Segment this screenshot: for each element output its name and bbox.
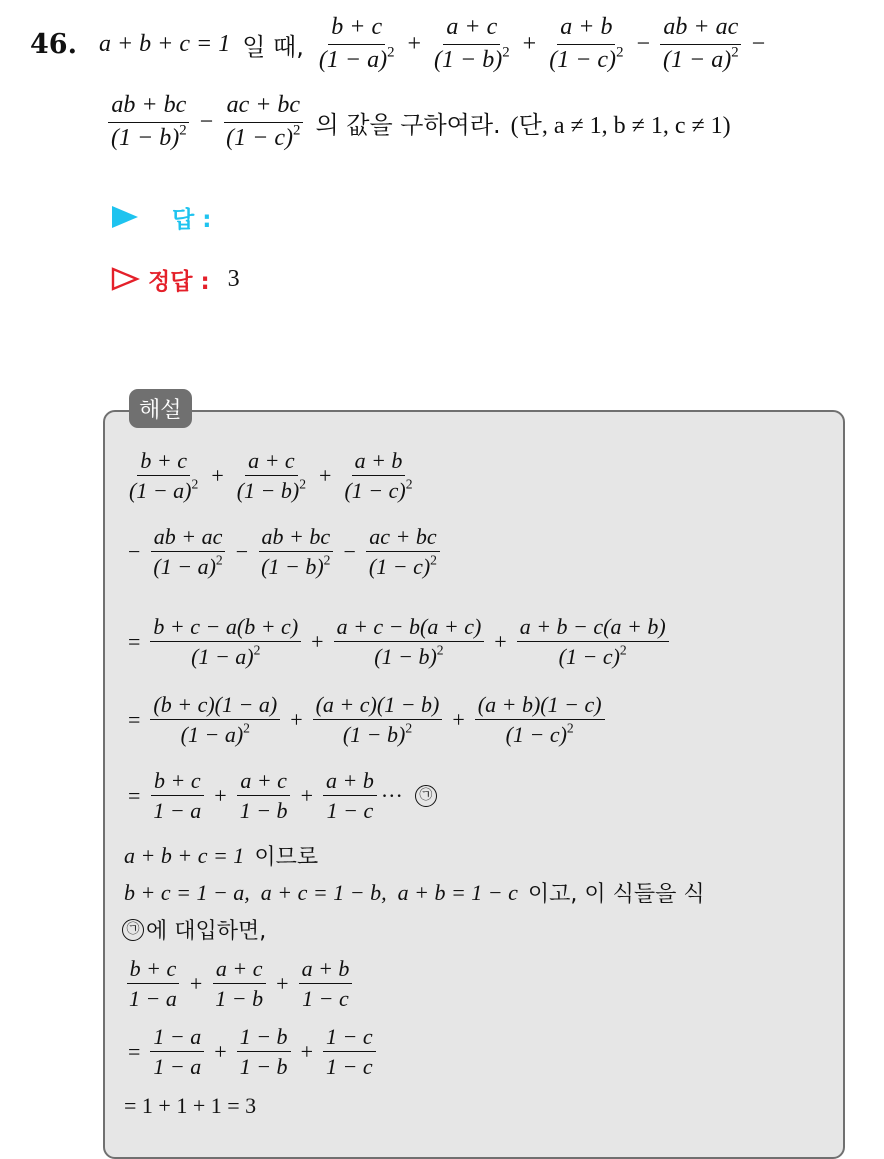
denominator [431, 45, 513, 75]
question-number: 46. [30, 28, 77, 60]
denominator-base: 1 − a [153, 1054, 202, 1080]
operator-sign: + [211, 462, 224, 488]
numerator: a + b [299, 956, 353, 984]
substitute-text: 에 대입하면, [146, 919, 267, 944]
numerator: (a + b)(1 − c) [475, 692, 605, 720]
fraction [212, 956, 266, 1012]
fraction-term [402, 14, 517, 74]
fraction [108, 92, 190, 152]
operator-sign: + [319, 462, 332, 488]
fraction [341, 448, 415, 504]
solution-line-8 [122, 914, 266, 945]
numerator: (b + c)(1 − a) [150, 692, 280, 720]
fraction-term [295, 768, 381, 824]
denominator [178, 720, 253, 747]
denominator-base: (1 − c) [226, 124, 294, 151]
fraction-term [517, 14, 631, 74]
fraction-term [104, 92, 194, 152]
fraction [150, 768, 204, 824]
fraction-term [122, 448, 205, 504]
denominator-base: (1 − b) [261, 554, 324, 580]
denominator-base: 1 − b [239, 1054, 288, 1080]
final-result: = 1 + 1 + 1 = 3 [124, 1093, 257, 1118]
solution-line-2 [122, 524, 444, 580]
substitution-expression: b + c = 1 − a, a + c = 1 − b, a + b = 1 − c [124, 879, 518, 905]
denominator-base: 1 − c [302, 986, 349, 1012]
denominator [150, 796, 204, 823]
numerator: a + c [245, 448, 298, 476]
numerator: 1 − c [323, 1024, 376, 1052]
numerator: ab + ac [151, 524, 226, 552]
trailing-minus: − [751, 30, 766, 57]
denominator [660, 45, 742, 75]
operator-sign: + [300, 1038, 313, 1064]
operator-sign: = [128, 782, 141, 808]
denominator [371, 642, 446, 669]
fraction-term [122, 1024, 208, 1080]
numerator: a + c [237, 768, 290, 796]
fraction-term [122, 768, 208, 824]
fraction [150, 1024, 204, 1080]
solution-line-5 [122, 768, 441, 824]
solution-line-6 [124, 840, 318, 871]
numerator: b + c [328, 14, 385, 45]
numerator: a + b [557, 14, 615, 45]
answer-row [110, 200, 211, 234]
operator-sign: − [343, 538, 356, 564]
fraction [517, 614, 669, 670]
denominator [546, 45, 626, 75]
denominator-base: 1 − a [153, 798, 202, 824]
exponent: 2 [323, 552, 331, 568]
operator-sign: − [199, 108, 214, 135]
numerator: a + b [352, 448, 406, 476]
fraction [223, 92, 303, 152]
exponent: 2 [502, 44, 510, 61]
denominator-base: (1 − b) [342, 722, 406, 748]
numerator: a + b − c(a + b) [517, 614, 669, 642]
denominator-base: 1 − b [239, 798, 288, 824]
denominator [237, 1052, 291, 1079]
exponent: 2 [243, 720, 250, 736]
numerator: 1 − a [150, 1024, 204, 1052]
operator-sign: + [311, 628, 324, 654]
fraction [431, 14, 513, 74]
condition-expression: a + b + c = 1 [98, 30, 231, 57]
denominator-base: (1 − a) [153, 554, 216, 580]
denominator [503, 720, 577, 747]
fraction [126, 448, 201, 504]
numerator: a + c − b(a + c) [334, 614, 485, 642]
operator-sign: + [452, 706, 465, 732]
exponent: 2 [619, 642, 627, 658]
operator-sign: − [235, 538, 249, 564]
question-line-1 [30, 14, 771, 74]
operator-sign: + [290, 706, 303, 732]
numerator: b + c [151, 768, 204, 796]
denominator [150, 552, 225, 579]
denominator-base: (1 − a) [129, 478, 192, 504]
operator-sign: − [128, 538, 141, 564]
fraction-term [208, 1024, 294, 1080]
numerator: b + c − a(b + c) [150, 614, 301, 642]
solution-line-4 [122, 692, 609, 748]
fraction-term [205, 448, 313, 504]
fraction-term [312, 14, 402, 74]
exponent: 2 [405, 720, 413, 736]
numerator: ac + bc [224, 92, 304, 123]
solution-line-10 [122, 1024, 380, 1080]
numerator: ab + bc [108, 92, 189, 123]
fraction-term [122, 692, 284, 748]
circled-mark-ref: ㉠ [122, 919, 144, 941]
fraction-term [446, 692, 608, 748]
fraction [234, 448, 309, 504]
ask-text: 의 값을 구하여라. [315, 110, 501, 139]
operator-sign: + [407, 30, 422, 57]
operator-sign: + [300, 782, 313, 808]
denominator [258, 552, 333, 579]
denominator-base: (1 − b) [111, 124, 180, 151]
solution-line-11 [124, 1093, 256, 1119]
denominator [366, 552, 440, 579]
denominator-base: 1 − a [129, 986, 177, 1012]
numerator: ac + bc [366, 524, 439, 552]
denominator-base: (1 − c) [549, 46, 617, 73]
denominator-base: (1 − b) [434, 46, 503, 73]
question-terms-a [312, 14, 746, 74]
denominator [150, 1052, 204, 1079]
numerator: a + c [443, 14, 500, 45]
exponent: 2 [191, 476, 199, 492]
denominator-base: 1 − b [215, 986, 264, 1012]
fraction-term [122, 956, 184, 1012]
outline-triangle-icon [110, 266, 140, 292]
numerator: ab + ac [660, 14, 741, 45]
correct-value: 3 [227, 265, 240, 292]
denominator [316, 45, 398, 75]
fraction [150, 692, 280, 748]
operator-sign: − [636, 30, 651, 57]
fraction [323, 1024, 376, 1080]
exponent: 2 [616, 44, 624, 61]
fraction-term [284, 692, 446, 748]
solution-line-3 [122, 614, 673, 670]
denominator-base: (1 − c) [558, 644, 620, 670]
exponent: 2 [299, 476, 307, 492]
numerator: 1 − b [237, 1024, 291, 1052]
play-triangle-icon [110, 204, 140, 230]
exponent: 2 [430, 552, 437, 568]
question-line-2 [104, 92, 731, 152]
exponent: 2 [387, 44, 395, 61]
fraction-term [122, 524, 230, 580]
denominator-base: (1 − b) [374, 644, 437, 670]
fraction-term [270, 956, 356, 1012]
fraction-term [230, 524, 338, 580]
denominator-base: 1 − c [326, 798, 374, 824]
denominator [324, 796, 377, 823]
correct-label: 정답 : [148, 268, 210, 295]
numerator: a + b [323, 768, 377, 796]
denominator-base: (1 − b) [236, 478, 300, 504]
fraction-term [337, 524, 444, 580]
fraction [258, 524, 333, 580]
exponent: 2 [253, 642, 261, 658]
fraction [366, 524, 440, 580]
denominator-base: (1 − a) [191, 644, 254, 670]
denominator-base: (1 − a) [318, 46, 388, 73]
fraction [237, 768, 291, 824]
denominator [340, 720, 415, 747]
operator-sign: = [128, 628, 141, 654]
fraction [316, 14, 398, 74]
fraction-term [208, 768, 294, 824]
denominator [341, 476, 415, 503]
fraction-term [305, 614, 488, 670]
ellipsis: ··· [380, 782, 403, 808]
operator-sign: + [522, 30, 537, 57]
exponent: 2 [179, 122, 187, 139]
denominator [299, 984, 352, 1011]
operator-sign: + [189, 970, 203, 996]
denominator-base: (1 − a) [180, 722, 244, 748]
fraction [660, 14, 742, 74]
exponent: 2 [293, 122, 301, 139]
answer-label: 답 : [172, 206, 212, 233]
solution-line-1 [122, 448, 420, 504]
exponent: 2 [215, 552, 223, 568]
fraction [475, 692, 605, 748]
question-note: (단, a ≠ 1, b ≠ 1, c ≠ 1) [510, 112, 731, 139]
solution-line-9 [122, 956, 356, 1012]
denominator-base: (1 − c) [368, 554, 431, 580]
numerator: a + c [213, 956, 266, 984]
denominator [323, 1052, 376, 1079]
fraction [313, 692, 443, 748]
fraction-term [313, 448, 420, 504]
denominator [126, 984, 180, 1011]
fraction [126, 956, 180, 1012]
denominator [126, 476, 201, 503]
operator-sign: + [276, 970, 289, 996]
since-text: 이므로 [254, 845, 319, 870]
operator-sign: + [214, 782, 227, 808]
numerator: b + c [137, 448, 190, 476]
denominator [188, 642, 263, 669]
solution-tab: 해설 [129, 389, 192, 428]
circled-mark: ㉠ [415, 785, 437, 807]
exponent: 2 [731, 44, 739, 61]
fraction-term [488, 614, 672, 670]
denominator-base: (1 − c) [344, 478, 406, 504]
condition-text: 일 때, [242, 32, 304, 61]
denominator-base: (1 − a) [663, 46, 732, 73]
operator-sign: = [128, 706, 141, 732]
fraction [150, 614, 301, 670]
substitution-text: 이고, 이 식들을 식 [527, 882, 705, 907]
fraction [150, 524, 225, 580]
sum-expression: a + b + c = 1 [124, 842, 245, 868]
denominator-base: (1 − c) [505, 722, 567, 748]
correct-answer-row [110, 262, 240, 296]
fraction-term [194, 92, 308, 152]
numerator: ab + bc [259, 524, 334, 552]
denominator [223, 123, 303, 153]
fraction [334, 614, 485, 670]
operator-sign: = [128, 1038, 141, 1064]
fraction-term [122, 614, 305, 670]
fraction [299, 956, 353, 1012]
denominator-base: 1 − c [325, 1054, 373, 1080]
solution-line-7 [124, 877, 705, 908]
numerator: (a + c)(1 − b) [313, 692, 443, 720]
fraction-term [631, 14, 746, 74]
fraction [323, 768, 377, 824]
denominator [212, 984, 266, 1011]
fraction-term [295, 1024, 380, 1080]
exponent: 2 [436, 642, 444, 658]
fraction-term [184, 956, 270, 1012]
denominator [108, 123, 190, 153]
exponent: 2 [405, 476, 413, 492]
denominator [234, 476, 309, 503]
denominator [237, 796, 291, 823]
numerator: b + c [127, 956, 180, 984]
operator-sign: + [494, 628, 507, 654]
exponent: 2 [566, 720, 574, 736]
operator-sign: + [214, 1038, 227, 1064]
fraction [546, 14, 626, 74]
denominator [556, 642, 630, 669]
fraction [237, 1024, 291, 1080]
